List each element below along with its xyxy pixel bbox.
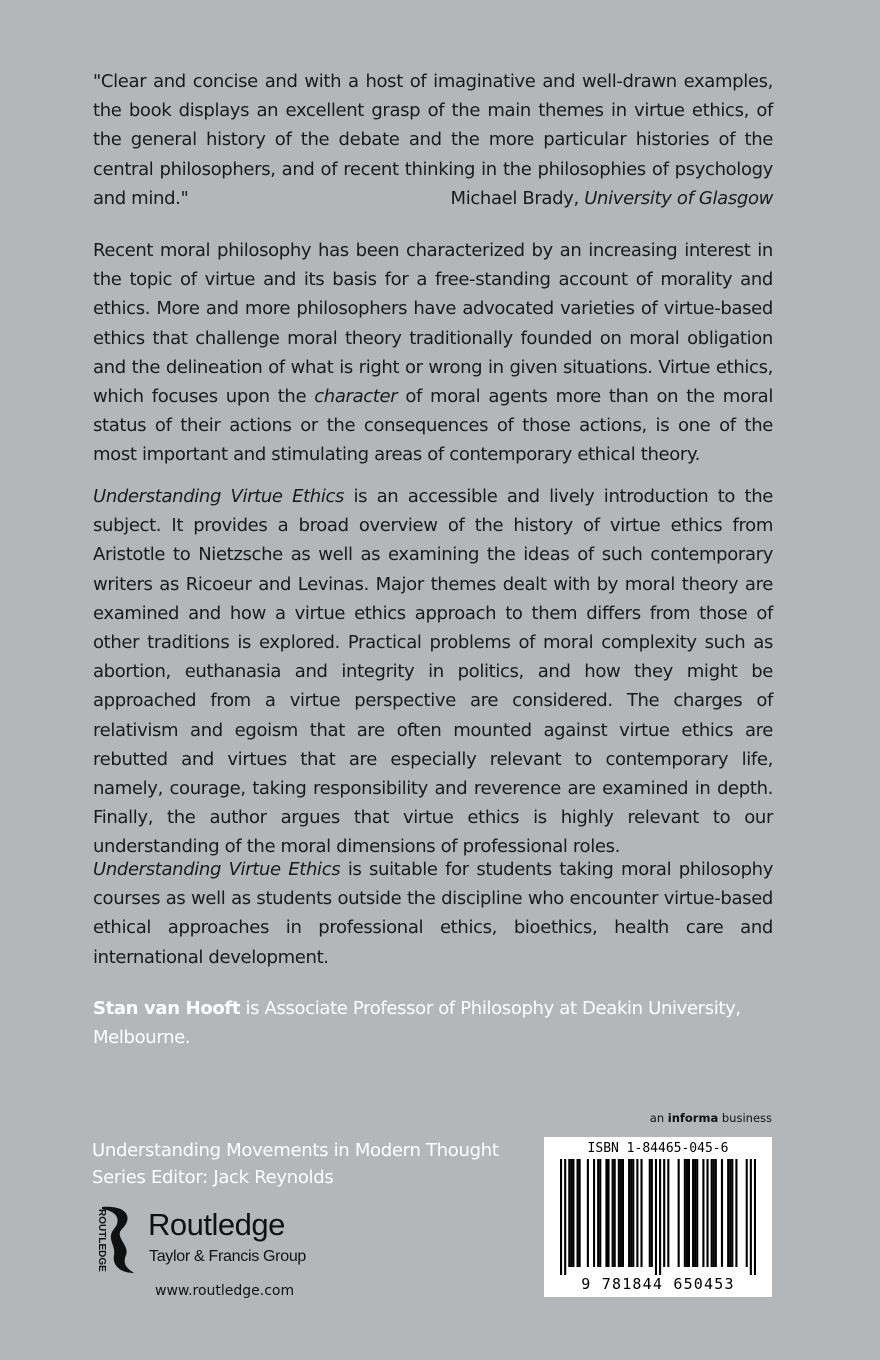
routledge-logo-icon: [92, 1205, 138, 1275]
barcode-bar: [711, 1159, 713, 1267]
barcode-bar: [735, 1159, 737, 1267]
barcode-bar: [564, 1159, 566, 1275]
barcode-digits: 9 781844 650453: [581, 1275, 735, 1293]
author-bio: [93, 994, 773, 1052]
barcode-bar: [686, 1159, 688, 1267]
barcode-panel: [544, 1137, 772, 1297]
quote-attribution-affiliation: University of Glasgow: [584, 188, 773, 210]
barcode-bar: [692, 1159, 694, 1267]
quote-text: "Clear and concise and with a host of imaginative and well-drawn examples, the book displays an excellent grasp of the main themes in virtue ethics, of the general history of the debate and the more particular histories of the central philosophers, and of recent thinking in the philosophies of psychology and mind.": [93, 71, 773, 209]
barcode-bar: [597, 1159, 599, 1267]
isbn-label: ISBN 1-84465-045-6: [587, 1141, 729, 1156]
barcode-bar: [593, 1159, 595, 1267]
series-title: Understanding Movements in Modern Thought: [92, 1140, 499, 1161]
informa-prefix: an: [649, 1111, 668, 1125]
barcode-bar: [632, 1159, 634, 1267]
publisher-website: www.routledge.com: [155, 1283, 295, 1299]
barcode-bar: [702, 1159, 704, 1267]
barcode-bar: [568, 1159, 570, 1267]
barcode-bar: [651, 1159, 653, 1267]
barcode-bar: [630, 1159, 632, 1267]
author-name: Stan van Hooft: [93, 998, 241, 1019]
barcode-bar: [729, 1159, 731, 1267]
barcode-icon: [560, 1159, 756, 1277]
barcode-bar: [667, 1159, 669, 1267]
barcode-bar: [599, 1159, 601, 1267]
description-paragraph-1: [93, 236, 773, 470]
barcode-bar: [684, 1159, 686, 1267]
series-editor: Series Editor: Jack Reynolds: [92, 1167, 334, 1188]
barcode-bar: [649, 1159, 651, 1267]
p1-text-start: Recent moral philosophy has been characterized by an increasing interest in the topic of virtue and its basis for a free-standing account of morality and ethics. More and more philosophers have advocated varieties of virtue-based ethics that challenge moral theory traditionally founded on moral obligation and the delineation of what is right or wrong in given situations. Virtue ethics, which focuses upon the: [93, 240, 773, 408]
barcode-bar: [618, 1159, 620, 1267]
barcode-bar: [628, 1159, 630, 1267]
routledge-logo: [92, 1205, 352, 1275]
barcode-bar: [612, 1159, 614, 1267]
p1-text-end: of moral agents more than on the moral status of their actions or the consequences of those actions, is one of the most important and stimulating areas of contemporary ethical theory.: [93, 386, 773, 466]
informa-suffix: business: [718, 1111, 772, 1125]
logo-vertical-text: ROUTLEDGE: [96, 1209, 107, 1272]
barcode-bar: [655, 1159, 657, 1275]
barcode-bar: [713, 1159, 715, 1267]
description-paragraph-2: [93, 482, 773, 862]
barcode-bar: [727, 1159, 729, 1267]
quote-attribution: [93, 184, 773, 213]
series-info: [92, 1137, 499, 1191]
barcode-bar: [663, 1159, 665, 1267]
author-bio-text: is Associate Professor of Philosophy at Deakin University, Melbourne.: [93, 998, 741, 1049]
barcode-bar: [721, 1159, 723, 1267]
barcode-bar: [587, 1159, 589, 1267]
barcode-bar: [607, 1159, 609, 1267]
logo-name: Routledge: [148, 1207, 285, 1242]
informa-business-label: [650, 1111, 772, 1125]
barcode-bar: [579, 1159, 581, 1267]
barcode-bar: [605, 1159, 607, 1267]
barcode-bar: [560, 1159, 562, 1275]
barcode-bar: [688, 1159, 690, 1267]
barcode-bar: [572, 1159, 574, 1267]
barcode-bar: [620, 1159, 622, 1267]
p2-book-title: Understanding Virtue Ethics: [93, 486, 345, 507]
barcode-bar: [636, 1159, 638, 1267]
barcode-bar: [754, 1159, 756, 1275]
barcode-bar: [577, 1159, 579, 1267]
barcode-bar: [694, 1159, 696, 1267]
quote-attribution-name: Michael Brady,: [450, 188, 585, 210]
barcode-bar: [622, 1159, 624, 1267]
p3-text: is suitable for students taking moral philosophy courses as well as students outside the discipline who encounter virtue-based ethical approaches in professional ethics, bioethics, health care and international development.: [93, 859, 773, 968]
logo-group: Taylor & Francis Group: [149, 1248, 307, 1265]
barcode-bar: [696, 1159, 698, 1267]
barcode-bar: [614, 1159, 616, 1267]
barcode-bar: [659, 1159, 661, 1275]
barcode-bar: [731, 1159, 733, 1267]
barcode-bar: [678, 1159, 680, 1267]
informa-word: informa: [667, 1111, 719, 1125]
barcode-bar: [706, 1159, 708, 1267]
review-quote: [93, 67, 773, 213]
barcode-bar: [715, 1159, 717, 1267]
p1-italic-word: character: [314, 386, 398, 408]
barcode-bar: [746, 1159, 748, 1267]
barcode-bar: [570, 1159, 572, 1267]
p3-book-title: Understanding Virtue Ethics: [93, 859, 341, 880]
p2-text: is an accessible and lively introduction to the subject. It provides a broad overview of the history of virtue ethics from Aristotle to Nietzsche as well as examining the ideas of such contemporary writers as Ricoeur and Levinas. Major themes dealt with by moral theory are examined and how a virtue ethics approach to them differs from those of other traditions is explored. Practical problems of moral complexity such as abortion, euthanasia and integrity in politics, and how they might be approached from a virtue perspective are considered. The charges of relativism and egoism that are often mounted against virtue ethics are rebutted and virtues that are especially relevant to contemporary life, namely, courage, taking responsibility and reverence are examined in depth. Finally, the author argues that virtue ethics is highly relevant to our understanding of the moral dimensions of professional roles.: [93, 486, 774, 858]
barcode-bar: [750, 1159, 752, 1275]
barcode-bar: [640, 1159, 642, 1267]
description-paragraph-3: [93, 855, 773, 972]
